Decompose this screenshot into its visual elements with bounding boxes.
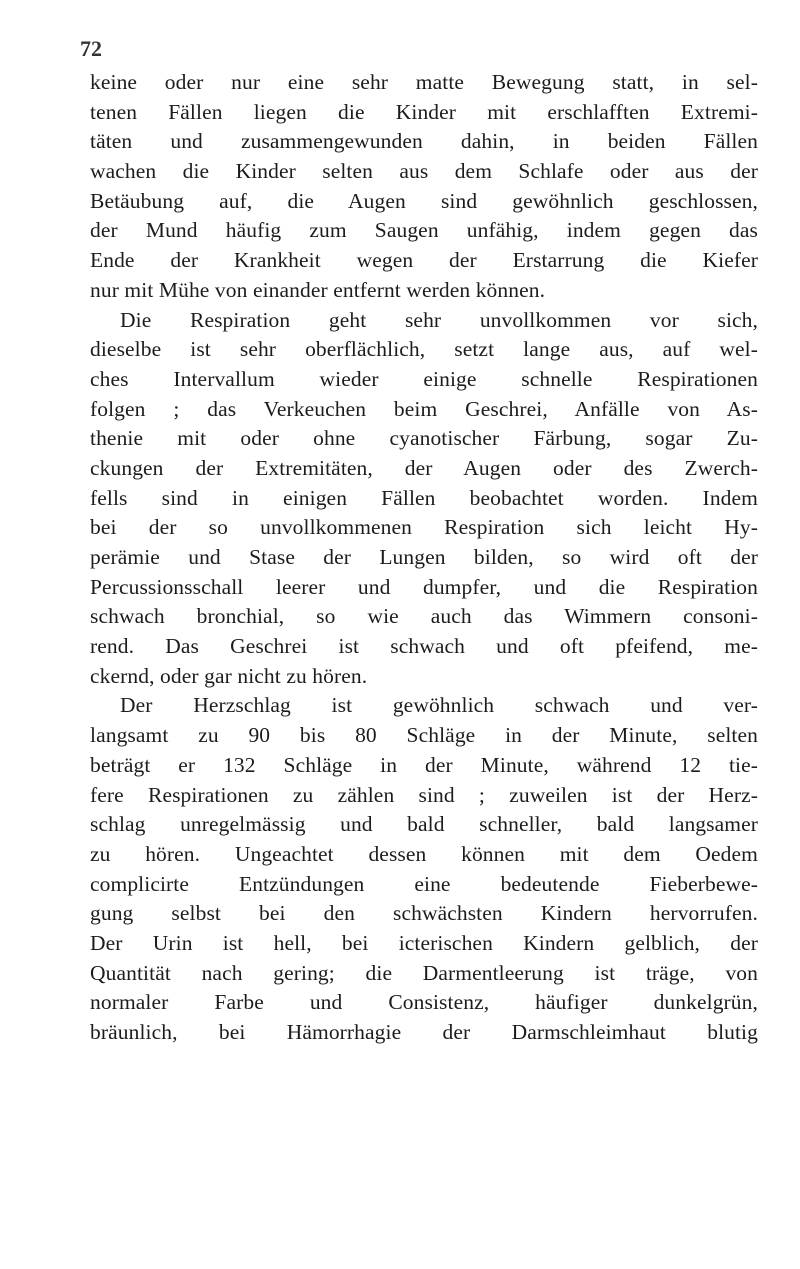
text-line: tenen Fällen liegen die Kinder mit erschlafften Extremi- <box>90 99 758 124</box>
text-line: beträgt er 132 Schläge in der Minute, während 12 tie- <box>90 752 758 777</box>
text-line: fere Respirationen zu zählen sind ; zuweilen ist der Herz- <box>90 782 758 807</box>
text-line: Der Urin ist hell, bei icterischen Kindern gelblich, der <box>90 930 758 955</box>
page-number: 72 <box>80 36 102 61</box>
text-line: bei der so unvollkommenen Respiration sich leicht Hy- <box>90 515 758 540</box>
text-line: normaler Farbe und Consistenz, häufiger dunkelgrün, <box>90 990 758 1015</box>
text-line: ches Intervallum wieder einige schnelle Respirationen <box>90 366 758 391</box>
text-line: wachen die Kinder selten aus dem Schlafe oder aus der <box>90 159 758 184</box>
text-line: fells sind in einigen Fällen beobachtet worden. Indem <box>90 485 758 510</box>
text-line: Der Herzschlag ist gewöhnlich schwach und ver- <box>120 693 758 718</box>
text-line: Quantität nach gering; die Darmentleerung ist träge, von <box>90 960 758 985</box>
text-line: langsamt zu 90 bis 80 Schläge in der Minute, selten <box>90 723 758 748</box>
text-line: ckernd, oder gar nicht zu hören. <box>90 663 368 688</box>
text-line: Betäubung auf, die Augen sind gewöhnlich geschlossen, <box>90 188 758 213</box>
text-line: keine oder nur eine sehr matte Bewegung statt, in sel- <box>90 70 758 94</box>
text-line: folgen ; das Verkeuchen beim Geschrei, Anfälle von As- <box>90 396 758 421</box>
text-line: Die Respiration geht sehr unvollkommen vor sich, <box>120 307 758 332</box>
text-line: schlag unregelmässig und bald schneller, bald langsamer <box>90 812 758 837</box>
text-line: Ende der Krankheit wegen der Erstarrung die Kiefer <box>90 248 758 273</box>
text-line: gung selbst bei den schwächsten Kindern hervorrufen. <box>90 901 758 926</box>
text-line: ckungen der Extremitäten, der Augen oder des Zwerch- <box>90 455 758 480</box>
text-line: schwach bronchial, so wie auch das Wimmern consoni- <box>90 604 758 629</box>
text-line: Percussionsschall leerer und dumpfer, und die Respiration <box>90 574 758 599</box>
text-line: der Mund häufig zum Saugen unfähig, indem gegen das <box>90 218 758 243</box>
text-line: nur mit Mühe von einander entfernt werden können. <box>90 277 546 302</box>
text-line: rend. Das Geschrei ist schwach und oft pfeifend, me- <box>90 634 758 659</box>
text-line: zu hören. Ungeachtet dessen können mit dem Oedem <box>90 841 758 866</box>
text-line: bräunlich, bei Hämorrhagie der Darmschleimhaut blutig <box>90 1020 758 1044</box>
text-line: complicirte Entzündungen eine bedeutende Fieberbewe- <box>90 871 758 896</box>
text-line: täten und zusammengewunden dahin, in beiden Fällen <box>90 129 758 154</box>
text-line: thenie mit oder ohne cyanotischer Färbung, sogar Zu- <box>90 426 758 451</box>
text-line: dieselbe ist sehr oberflächlich, setzt lange aus, auf wel- <box>90 337 758 362</box>
body-text <box>90 68 758 1048</box>
text-line: perämie und Stase der Lungen bilden, so wird oft der <box>90 545 758 569</box>
